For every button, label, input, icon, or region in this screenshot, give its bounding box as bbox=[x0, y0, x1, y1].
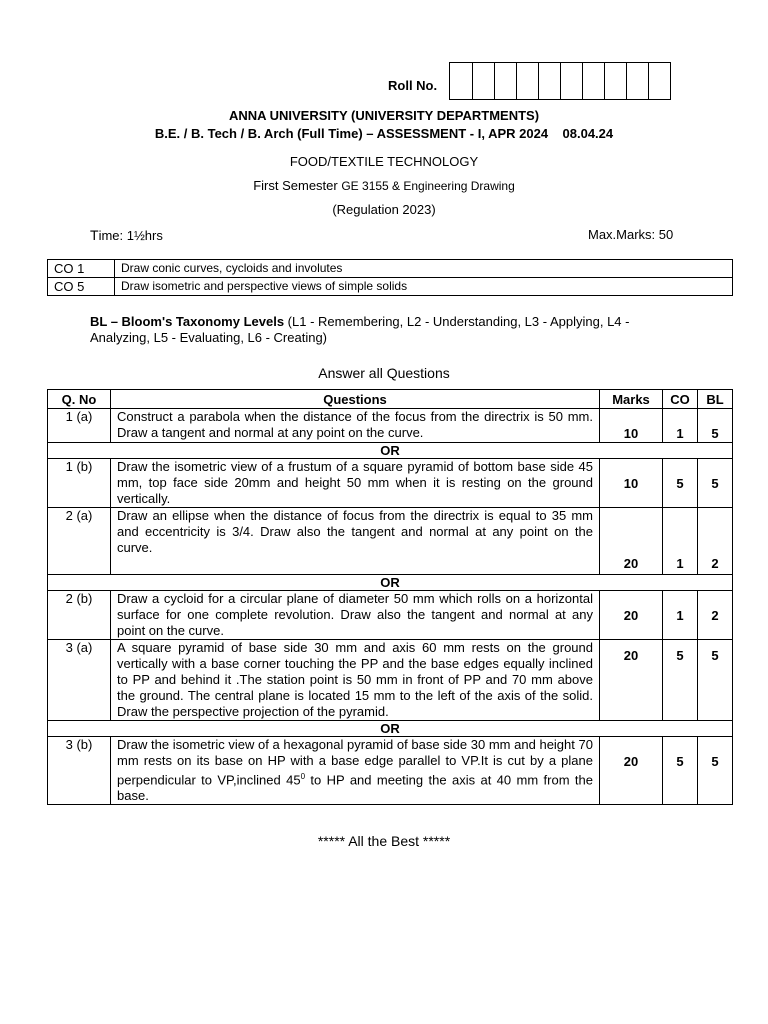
question-marks: 20 bbox=[600, 508, 663, 575]
question-marks: 20 bbox=[600, 591, 663, 640]
header-marks: Marks bbox=[600, 390, 663, 409]
blooms-taxonomy-note bbox=[90, 314, 690, 346]
question-number: 3 (b) bbox=[48, 737, 111, 805]
or-row bbox=[48, 575, 733, 591]
question-bl: 5 bbox=[698, 409, 733, 443]
roll-number-box bbox=[494, 63, 516, 99]
table-row bbox=[48, 409, 733, 443]
instruction: Answer all Questions bbox=[318, 365, 450, 381]
header-questions: Questions bbox=[111, 390, 600, 409]
blooms-label: BL – Bloom's Taxonomy Levels bbox=[90, 314, 285, 329]
question-number: 2 (b) bbox=[48, 591, 111, 640]
table-header-row bbox=[48, 390, 733, 409]
subject-code: GE 3155 & Engineering Drawing bbox=[341, 179, 515, 193]
header-qno: Q. No bbox=[48, 390, 111, 409]
question-marks: 10 bbox=[600, 459, 663, 508]
department: FOOD/TEXTILE TECHNOLOGY bbox=[289, 154, 479, 169]
question-text-part: to HP and meeting the axis at 40 mm from the base. bbox=[117, 772, 593, 804]
co-description: Draw conic curves, cycloids and involutes bbox=[115, 260, 733, 278]
or-label: OR bbox=[48, 721, 733, 737]
question-bl: 2 bbox=[698, 508, 733, 575]
question-number: 1 (a) bbox=[48, 409, 111, 443]
question-text: Draw the isometric view of a frustum of a square pyramid of bottom base side 45 mm, top face side 20mm and height 50 mm when it is resting on the ground vertically. bbox=[111, 459, 600, 508]
time-allowed bbox=[90, 227, 163, 243]
question-bl: 2 bbox=[698, 591, 733, 640]
question-text: Draw a cycloid for a circular plane of diameter 50 mm which rolls on a horizontal surface for one complete revolution. Draw also the tangent and normal at any point on the curve. bbox=[111, 591, 600, 640]
table-row bbox=[48, 640, 733, 721]
question-marks: 20 bbox=[600, 640, 663, 721]
question-co: 1 bbox=[663, 409, 698, 443]
table-row bbox=[48, 278, 733, 296]
course-line: B.E. / B. Tech / B. Arch (Full Time) – ASSESSMENT - I, APR 2024 08.04.24 bbox=[154, 126, 614, 141]
table-row bbox=[48, 459, 733, 508]
max-marks: Max.Marks: 50 bbox=[588, 227, 674, 242]
roll-number-box bbox=[450, 63, 472, 99]
question-co: 5 bbox=[663, 640, 698, 721]
question-bl: 5 bbox=[698, 737, 733, 805]
question-number: 2 (a) bbox=[48, 508, 111, 575]
header-bl: BL bbox=[698, 390, 733, 409]
question-marks: 10 bbox=[600, 409, 663, 443]
roll-number-box bbox=[560, 63, 582, 99]
question-text: Draw an ellipse when the distance of focus from the directrix is equal to 35 mm and eccentricity is 3/4. Draw also the tangent and normal at any point on the curve. bbox=[111, 508, 600, 575]
roll-number-box bbox=[582, 63, 604, 99]
roll-number-field bbox=[388, 62, 671, 100]
table-row bbox=[48, 737, 733, 805]
question-co: 1 bbox=[663, 591, 698, 640]
regulation: (Regulation 2023) bbox=[332, 202, 436, 217]
roll-number-box bbox=[472, 63, 494, 99]
roll-number-box bbox=[516, 63, 538, 99]
roll-number-boxes bbox=[449, 62, 671, 100]
question-marks: 20 bbox=[600, 737, 663, 805]
semester-line bbox=[0, 178, 768, 193]
co-description: Draw isometric and perspective views of simple solids bbox=[115, 278, 733, 296]
co-code: CO 1 bbox=[48, 260, 115, 278]
time-rest: ime: 1½hrs bbox=[98, 228, 163, 243]
question-co: 5 bbox=[663, 737, 698, 805]
degree-superscript: 0 bbox=[300, 772, 306, 781]
table-row bbox=[48, 591, 733, 640]
roll-number-box bbox=[538, 63, 560, 99]
or-row bbox=[48, 443, 733, 459]
course-outcomes-table bbox=[47, 259, 733, 296]
time-prefix: T bbox=[90, 227, 99, 243]
roll-number-box bbox=[604, 63, 626, 99]
co-code: CO 5 bbox=[48, 278, 115, 296]
roll-number-box bbox=[648, 63, 670, 99]
question-text bbox=[111, 737, 600, 805]
or-label: OR bbox=[48, 575, 733, 591]
roll-number-box bbox=[626, 63, 648, 99]
header-co: CO bbox=[663, 390, 698, 409]
roll-number-label: Roll No. bbox=[388, 77, 438, 93]
blooms-levels: (L1 - Remembering, L2 - Understanding, L3 - Applying, L4 - Analyzing, L5 - Evaluating, L6 - Creating) bbox=[90, 314, 630, 345]
closing-wish: ***** All the Best ***** bbox=[317, 833, 451, 849]
question-bl: 5 bbox=[698, 640, 733, 721]
question-number: 3 (a) bbox=[48, 640, 111, 721]
table-row bbox=[48, 260, 733, 278]
or-label: OR bbox=[48, 443, 733, 459]
question-co: 1 bbox=[663, 508, 698, 575]
question-bl: 5 bbox=[698, 459, 733, 508]
question-text-part: Draw the isometric view of a hexagonal pyramid of base side 30 mm and height 70 mm rests on its base on HP with a base edge parallel to VP.It is cut by a plane perpendicular to VP,inclined 45 bbox=[117, 737, 593, 788]
question-co: 5 bbox=[663, 459, 698, 508]
university-title: ANNA UNIVERSITY (UNIVERSITY DEPARTMENTS) bbox=[228, 108, 540, 123]
or-row bbox=[48, 721, 733, 737]
question-number: 1 (b) bbox=[48, 459, 111, 508]
semester-prefix: First Semester bbox=[253, 178, 342, 193]
question-text: Construct a parabola when the distance of the focus from the directrix is 50 mm. Draw a tangent and normal at any point on the curve. bbox=[111, 409, 600, 443]
table-row bbox=[48, 508, 733, 575]
questions-table bbox=[47, 389, 733, 805]
question-text: A square pyramid of base side 30 mm and axis 60 mm rests on the ground vertically with a base corner touching the PP and the base edges equally inclined to PP and behind it .The station point is 50 mm in front of PP and 70 mm above the ground. The central plane is located 15 mm to the left of the axis of the solid. Draw the perspective projection of the pyramid. bbox=[111, 640, 600, 721]
